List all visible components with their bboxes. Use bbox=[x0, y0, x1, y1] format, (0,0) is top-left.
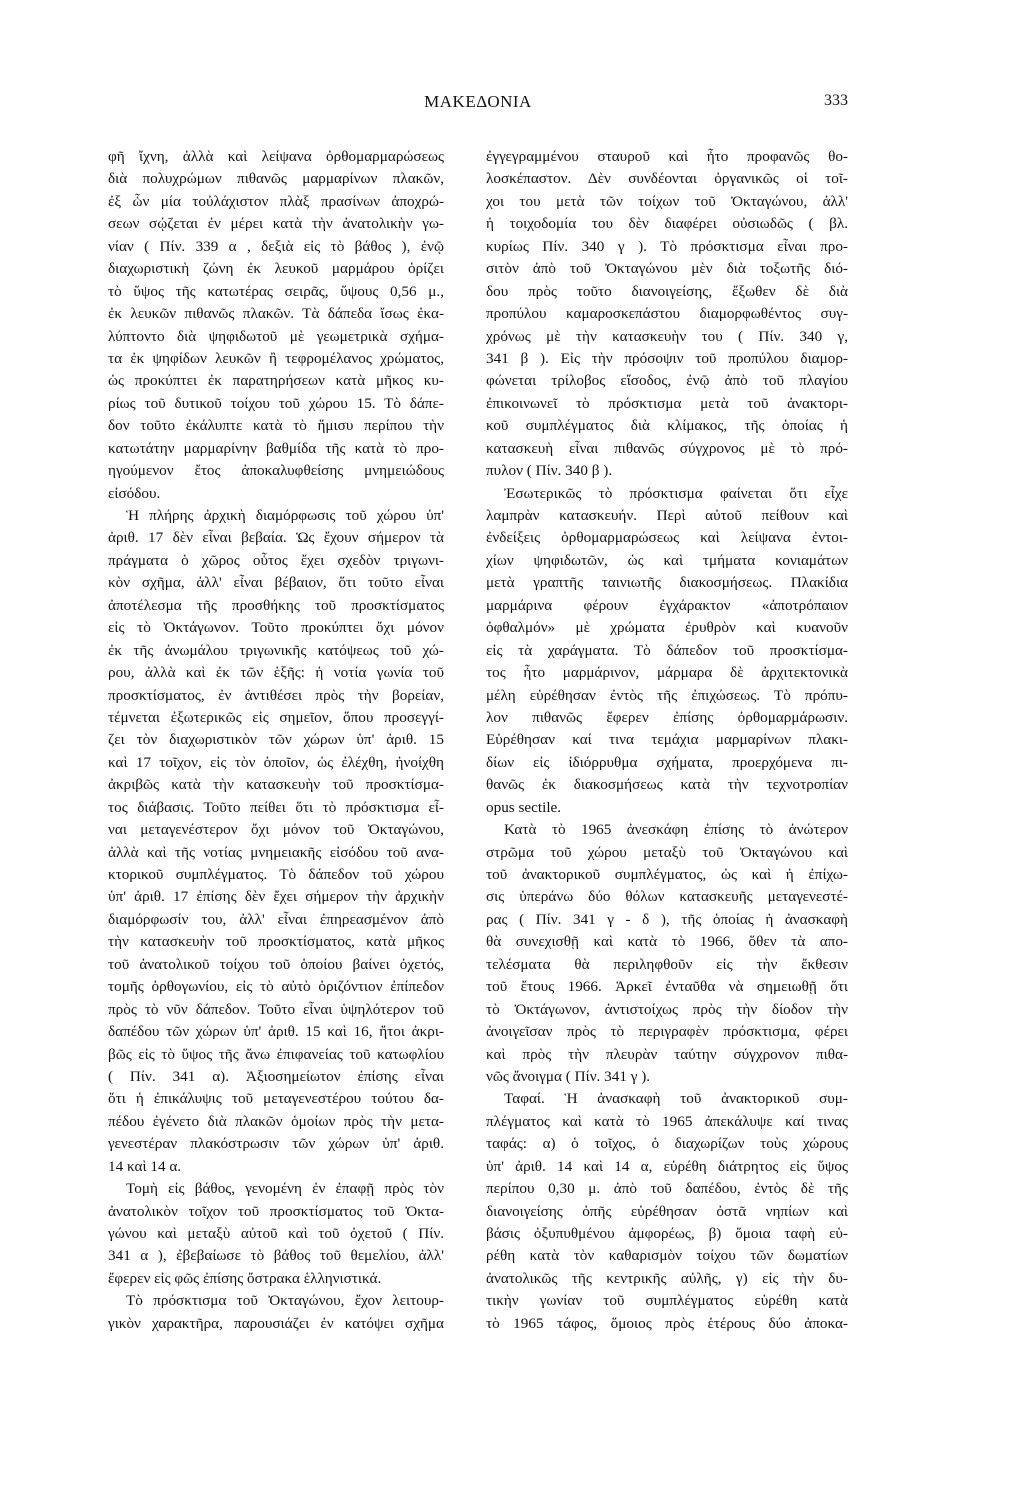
text-line: ( Πίν. 341 α). Ἀξιοσημείωτον ἐπίσης εἶναι bbox=[108, 1067, 444, 1085]
text-line: ναι μεταγενέστερον ὄχι μόνον τοῦ Ὀκταγώνου, bbox=[108, 821, 444, 839]
text-line: πράγματα ὁ χῶρος οὗτος ἔχει σχεδὸν τριγωνι- bbox=[108, 551, 444, 569]
text-line: Τὸ πρόσκτισμα τοῦ Ὀκταγώνου, ἔχον λειτουρ- bbox=[126, 1292, 444, 1310]
text-line: μέλη εὑρέθησαν ἐντὸς τῆς ἐπιχώσεως. Τὸ πρόπυ- bbox=[486, 686, 848, 704]
text-line: ηγούμενον ἔτος ἀποκαλυφθείσης μνημειώδους bbox=[108, 462, 444, 480]
text-line: γώνου καὶ μεταξὺ αὐτοῦ καὶ τοῦ ὀχετοῦ ( Πίν. bbox=[108, 1225, 444, 1242]
text-line: τὴν κατασκευὴν τοῦ προσκτίσματος, κατὰ μῆκος bbox=[108, 933, 444, 951]
text-line: δον τοῦτο ἐκάλυπτε κατὰ τὸ ἥμισυ περίπου τὴν bbox=[108, 417, 444, 435]
text-line: εἰς τὰ χαράγματα. Τὸ δάπεδον τοῦ προσκτίσμα- bbox=[486, 641, 848, 659]
text-line: ἐκ λευκῶν πιθανῶς πλακῶν. Τὰ δάπεδα ἴσως ἐκα- bbox=[108, 305, 444, 323]
text-line: κτορικοῦ συμπλέγματος. Τὸ δάπεδον τοῦ χώρου bbox=[108, 866, 444, 883]
right-text-column bbox=[486, 146, 848, 1335]
text-line: Ἐσωτερικῶς τὸ πρόσκτισμα φαίνεται ὅτι εἶχε bbox=[504, 484, 848, 502]
text-line: δίων εἰς ἰδιόρρυθμα σχήματα, προερχόμενα πι- bbox=[486, 753, 848, 771]
text-line: τα ἐκ ψηφίδων λευκῶν ἢ τεφρομέλανος χρώματος, bbox=[108, 349, 444, 367]
text-line: ὀφθαλμόν» μὲ χρώματα ἐρυθρὸν καὶ κυανοῦν bbox=[486, 619, 848, 637]
text-line: ρου, ἀλλὰ καὶ ἐκ τῶν ἑξῆς: ἡ νοτία γωνία τοῦ bbox=[108, 664, 444, 682]
text-line: βάσις ὀξυπυθμένου ἀμφορέως, β) ὅμοια ταφὴ εὑ- bbox=[486, 1225, 848, 1242]
text-line: νίαν ( Πίν. 339 α , δεξιὰ εἰς τὸ βάθος ), ἐνῷ bbox=[108, 237, 444, 255]
text-line: γενεστέραν πλακόστρωσιν τῶν χώρων ὑπ' ἀριθ. bbox=[108, 1135, 444, 1153]
text-line: ἀλλὰ καὶ τῆς νοτίας μνημειακῆς εἰσόδου τοῦ ανα- bbox=[108, 843, 444, 861]
text-line: τέμνεται ἐξωτερικῶς εἰς σημεῖον, ὅπου προσεγγί- bbox=[108, 708, 444, 726]
text-line: στρῶμα τοῦ χώρου μεταξὺ τοῦ Ὀκταγώνου καὶ bbox=[486, 843, 848, 861]
text-line: τὸ ὕψος τῆς κατωτέρας σειρᾶς, ὕψους 0,56 μ., bbox=[108, 282, 444, 300]
text-line: μαρμάρινα φέρουν ἐγχάρακτον «ἀποτρόπαιον bbox=[486, 596, 848, 614]
text-line: μετὰ γραπτῆς ταινιωτῆς διακοσμήσεως. Πλακίδια bbox=[486, 574, 848, 592]
text-line: τοῦ ἔτους 1966. Ἀρκεῖ ἐνταῦθα νὰ σημειωθῇ ὅτι bbox=[486, 978, 848, 996]
text-line: διαμόρφωσίν του, ἀλλ' εἶναι ἐπηρεασμένον ἀπὸ bbox=[108, 910, 444, 928]
text-line: ἐξ ὧν μία τοὐλάχιστον πλὰξ πρασίνων ἀποχρώ- bbox=[108, 192, 444, 210]
text-line: πέδου ἐγένετο διὰ πλακῶν ὁμοίων πρὸς τὴν μετα- bbox=[108, 1112, 444, 1130]
text-line: φῆ ἴχνη, ἀλλὰ καὶ λείψανα ὀρθομαρμαρώσεως bbox=[108, 148, 444, 165]
text-line: κατασκευὴ εἶναι πιθανῶς σύγχρονος μὲ τὸ πρό- bbox=[486, 439, 848, 457]
text-line: κατωτάτην μαρμαρίνην βαθμίδα τῆς κατὰ τὸ προ- bbox=[108, 439, 444, 457]
text-line: προσκτίσματος, ἐν ἀντιθέσει πρὸς τὴν βορείαν, bbox=[108, 686, 444, 704]
text-line: πλέγματος καὶ κατὰ τὸ 1965 ἀπεκάλυψε καί τινας bbox=[486, 1112, 848, 1130]
text-line: διαχωριστικὴ ζώνη ἐκ λευκοῦ μαρμάρου ὁρίζει bbox=[108, 260, 444, 278]
page-header bbox=[108, 92, 848, 116]
text-line: λοσκέπαστον. Δὲν συνδέονται ὀργανικῶς οἱ τοῖ- bbox=[486, 170, 848, 188]
text-line: ἀνοιγεῖσαν πρὸς τὸ περιγραφὲν πρόσκτισμα, φέρει bbox=[486, 1023, 848, 1041]
text-line: νῶς ἄνοιγμα ( Πίν. 341 γ ). bbox=[486, 1067, 651, 1085]
text-line: ἀνατολικὸν τοῖχον τοῦ προσκτίσματος τοῦ Ὀκτα- bbox=[108, 1202, 444, 1220]
text-line: ἐπικοινωνεῖ τὸ πρόσκτισμα μετὰ τοῦ ἀνακτορι- bbox=[486, 394, 848, 412]
text-line: εἰς τὸ Ὀκτάγωνον. Τοῦτο προκύπτει ὄχι μόνον bbox=[108, 619, 444, 637]
text-line: ταφάς: α) ὁ τοῖχος, ὁ διαχωρίζων τοὺς χώρους bbox=[486, 1135, 848, 1153]
text-line: φώνεται τρίλοβος εἴσοδος, ἐνῷ ἀπὸ τοῦ πλαγίου bbox=[486, 372, 848, 390]
text-line: opus sectile. bbox=[486, 798, 562, 816]
text-line: ἀριθ. 17 δὲν εἶναι βεβαία. Ὡς ἔχουν σήμερον τὰ bbox=[108, 529, 444, 547]
text-line: 14 καὶ 14 α. bbox=[108, 1157, 182, 1175]
text-line: Ταφαί. Ἡ ἀνασκαφὴ τοῦ ἀνακτορικοῦ συμ- bbox=[504, 1090, 848, 1108]
text-line: τὸ Ὀκτάγωνον, ἀντιστοίχως πρὸς τὴν δίοδον τὴν bbox=[486, 1000, 848, 1018]
text-line: ἀνατολικῶς τῆς κεντρικῆς αὐλῆς, γ) εἰς τὴν δυ- bbox=[486, 1269, 848, 1287]
text-line: ρίως τοῦ δυτικοῦ τοίχου τοῦ χώρου 15. Τὸ δάπε- bbox=[108, 394, 444, 412]
text-line: ὅτι ἡ ἐπικάλυψις τοῦ μεταγενεστέρου τούτου δα- bbox=[108, 1090, 444, 1108]
text-line: ἐγγεγραμμένου σταυροῦ καὶ ἦτο προφανῶς θο- bbox=[486, 148, 848, 165]
text-line: κοῦ συμπλέγματος διὰ κλίμακος, τῆς ὁποίας ἡ bbox=[486, 417, 848, 435]
text-line: ὡς προκύπτει ἐκ παρατηρήσεων κατὰ μῆκος κυ- bbox=[108, 372, 444, 390]
text-line: ἀποτέλεσμα τῆς προσθήκης τοῦ προσκτίσματος bbox=[108, 596, 444, 614]
text-line: ρέθη κατὰ τὸν καθαρισμὸν τοίχου τῶν δωματίων bbox=[486, 1247, 848, 1265]
page-number: 333 bbox=[824, 92, 848, 109]
text-line: χίων ψηφιδωτῶν, ὡς καὶ τμήματα κονιαμάτων bbox=[486, 551, 848, 569]
text-line: Ἡ πλήρης ἀρχικὴ διαμόρφωσις τοῦ χώρου ὑπ' bbox=[126, 507, 444, 524]
text-line: ἡ τοιχοδομία του δὲν διαφέρει οὐσιωδῶς ( βλ. bbox=[486, 215, 848, 233]
text-line: σεων σῴζεται ἐν μέρει κατὰ τὴν ἀνατολικὴν γω- bbox=[108, 215, 444, 233]
text-line: ἔφερεν εἰς φῶς ἐπίσης ὄστρακα ἑλληνιστικά. bbox=[108, 1269, 382, 1287]
text-line: Τομὴ εἰς βάθος, γενομένη ἐν ἐπαφῇ πρὸς τὸν bbox=[126, 1180, 444, 1198]
text-line: τος ἦτο μαρμάρινον, μάρμαρα δὲ ἀρχιτεκτονικὰ bbox=[486, 664, 848, 682]
text-line: ἐνδείξεις ὀρθομαρμαρώσεως καὶ λείψανα ἐντοι- bbox=[486, 529, 848, 547]
text-line: τοῦ ἀνακτορικοῦ συμπλέγματος, ὡς καὶ ἡ ἐπίχω- bbox=[486, 866, 848, 883]
text-line: Κατὰ τὸ 1965 ἀνεσκάφη ἐπίσης τὸ ἀνώτερον bbox=[504, 821, 848, 839]
text-line: 341 β ). Εἰς τὴν πρόσοψιν τοῦ προπύλου διαμορ- bbox=[486, 349, 848, 367]
text-line: τικὴν γωνίαν τοῦ συμπλέγματος εὑρέθη κατὰ bbox=[486, 1292, 848, 1310]
text-line: χρόνως μὲ τὴν κατασκευὴν του ( Πίν. 340 γ, bbox=[486, 327, 848, 345]
text-line: πυλον ( Πίν. 340 β ). bbox=[486, 462, 613, 480]
text-line: καὶ πρὸς τὴν πλευρὰν ταύτην σύγχρονον πιθα- bbox=[486, 1045, 848, 1063]
text-line: κὸν σχῆμα, ἀλλ' εἶναι βέβαιον, ὅτι τοῦτο εἶναι bbox=[108, 574, 444, 592]
text-line: ἀκριβῶς κατὰ τὴν κατασκευὴν τοῦ προσκτίσμα- bbox=[108, 776, 444, 794]
text-line: κυρίως Πίν. 340 γ ). Τὸ πρόσκτισμα εἶναι προ- bbox=[486, 237, 848, 255]
text-line: λον πιθανῶς ἔφερεν ἐπίσης ὀρθομαρμάρωσιν. bbox=[486, 708, 848, 726]
text-line: θανῶς ἐκ διακοσμήσεως κατὰ τὴν τεχνοτροπίαν bbox=[486, 776, 848, 794]
text-line: 341 α ), ἐβεβαίωσε τὸ βάθος τοῦ θεμελίου, ἀλλ' bbox=[108, 1247, 444, 1265]
text-line: διὰ πολυχρώμων πιθανῶς μαρμαρίνων πλακῶν, bbox=[108, 170, 444, 188]
text-line: προπύλου καμαροσκεπάστου διαμορφωθέντος συγ- bbox=[486, 305, 848, 323]
text-line: σιτὸν ἀπὸ τοῦ Ὀκταγώνου μὲν διὰ τοξωτῆς διό- bbox=[486, 260, 848, 278]
text-line: δου πρὸς τοῦτο διανοιγείσης, ἔξωθεν δὲ διὰ bbox=[486, 282, 848, 300]
text-line: τος διάβασις. Τοῦτο πείθει ὅτι τὸ πρόσκτισμα εἶ- bbox=[108, 798, 444, 816]
text-line: διανοιγείσης ὀπῆς εὑρέθησαν ὀστᾶ νηπίων καὶ bbox=[486, 1202, 848, 1220]
text-line: θὰ συνεχισθῇ καὶ κατὰ τὸ 1966, ὅθεν τὰ απο- bbox=[486, 933, 848, 951]
text-line: ζει τὸν διαχωριστικὸν τῶν χώρων ὑπ' ἀριθ. 15 bbox=[108, 731, 444, 749]
text-line: λύπτοντο διὰ ψηφιδωτοῦ μὲ γεωμετρικὰ σχήμα- bbox=[108, 327, 444, 345]
text-line: γικὸν χαρακτῆρα, παρουσιάζει ἐν κατόψει σχῆμα bbox=[108, 1314, 444, 1332]
text-line: τομῆς ὀρθογωνίου, εἰς τὸ αὐτὸ ὁριζόντιον ἐπίπεδον bbox=[108, 978, 444, 996]
text-line: δαπέδου τῶν χώρων ὑπ' ἀριθ. 15 καὶ 16, ἤτοι ἀκρι- bbox=[108, 1023, 444, 1041]
text-line: περίπου 0,30 μ. ἀπὸ τοῦ δαπέδου, ἐντὸς δὲ τῆς bbox=[486, 1180, 848, 1198]
text-line: ὑπ' ἀριθ. 17 ἐπίσης δὲν ἔχει σήμερον τὴν ἀρχικὴν bbox=[108, 888, 444, 906]
text-line: εἰσόδου. bbox=[108, 484, 161, 502]
text-line: τὸ 1965 τάφος, ὅμοιος πρὸς ἑτέρους δύο ἀποκα- bbox=[486, 1314, 848, 1332]
text-line: τοῦ ἀνατολικοῦ τοίχου τοῦ ὁποίου βαίνει ὀχετός, bbox=[108, 955, 444, 973]
text-line: τελέσματα θὰ περιληφθοῦν εἰς τὴν ἔκθεσιν bbox=[486, 955, 848, 973]
text-line: λαμπρὰν κατασκευήν. Περὶ αὐτοῦ πείθουν καὶ bbox=[486, 507, 848, 524]
text-line: σις ὑπεράνω δύο θόλων κατασκευῆς μεταγενεστέ- bbox=[486, 888, 848, 906]
text-line: ὑπ' ἀριθ. 14 καὶ 14 α, εὑρέθη διάτρητος εἰς ὕψος bbox=[486, 1157, 848, 1175]
text-line: ρας ( Πίν. 341 γ - δ ), τῆς ὁποίας ἡ ἀνασκαφὴ bbox=[486, 910, 848, 928]
text-line: χοι του μετὰ τῶν τοίχων τοῦ Ὀκταγώνου, ἀλλ' bbox=[486, 192, 848, 210]
text-line: καὶ 17 τοῖχον, εἰς τὸν ὁποῖον, ὡς ἐλέχθη, ἠνοίχθη bbox=[108, 753, 444, 771]
running-title: ΜΑΚΕΔΟΝΙΑ bbox=[424, 92, 532, 111]
text-line: πρὸς τὸ νῦν δάπεδον. Τοῦτο εἶναι ὑψηλότερον τοῦ bbox=[108, 1000, 444, 1018]
text-line: βῶς εἰς τὸ ὕψος τῆς ἄνω ἐπιφανείας τοῦ κατωφλίου bbox=[108, 1045, 444, 1063]
text-line: ἐκ τῆς ἀνωμάλου τριγωνικῆς κατόψεως τοῦ χώ- bbox=[108, 641, 444, 659]
text-line: Εὑρέθησαν καί τινα τεμάχια μαρμαρίνων πλακι- bbox=[486, 731, 848, 749]
left-text-column bbox=[108, 146, 444, 1335]
